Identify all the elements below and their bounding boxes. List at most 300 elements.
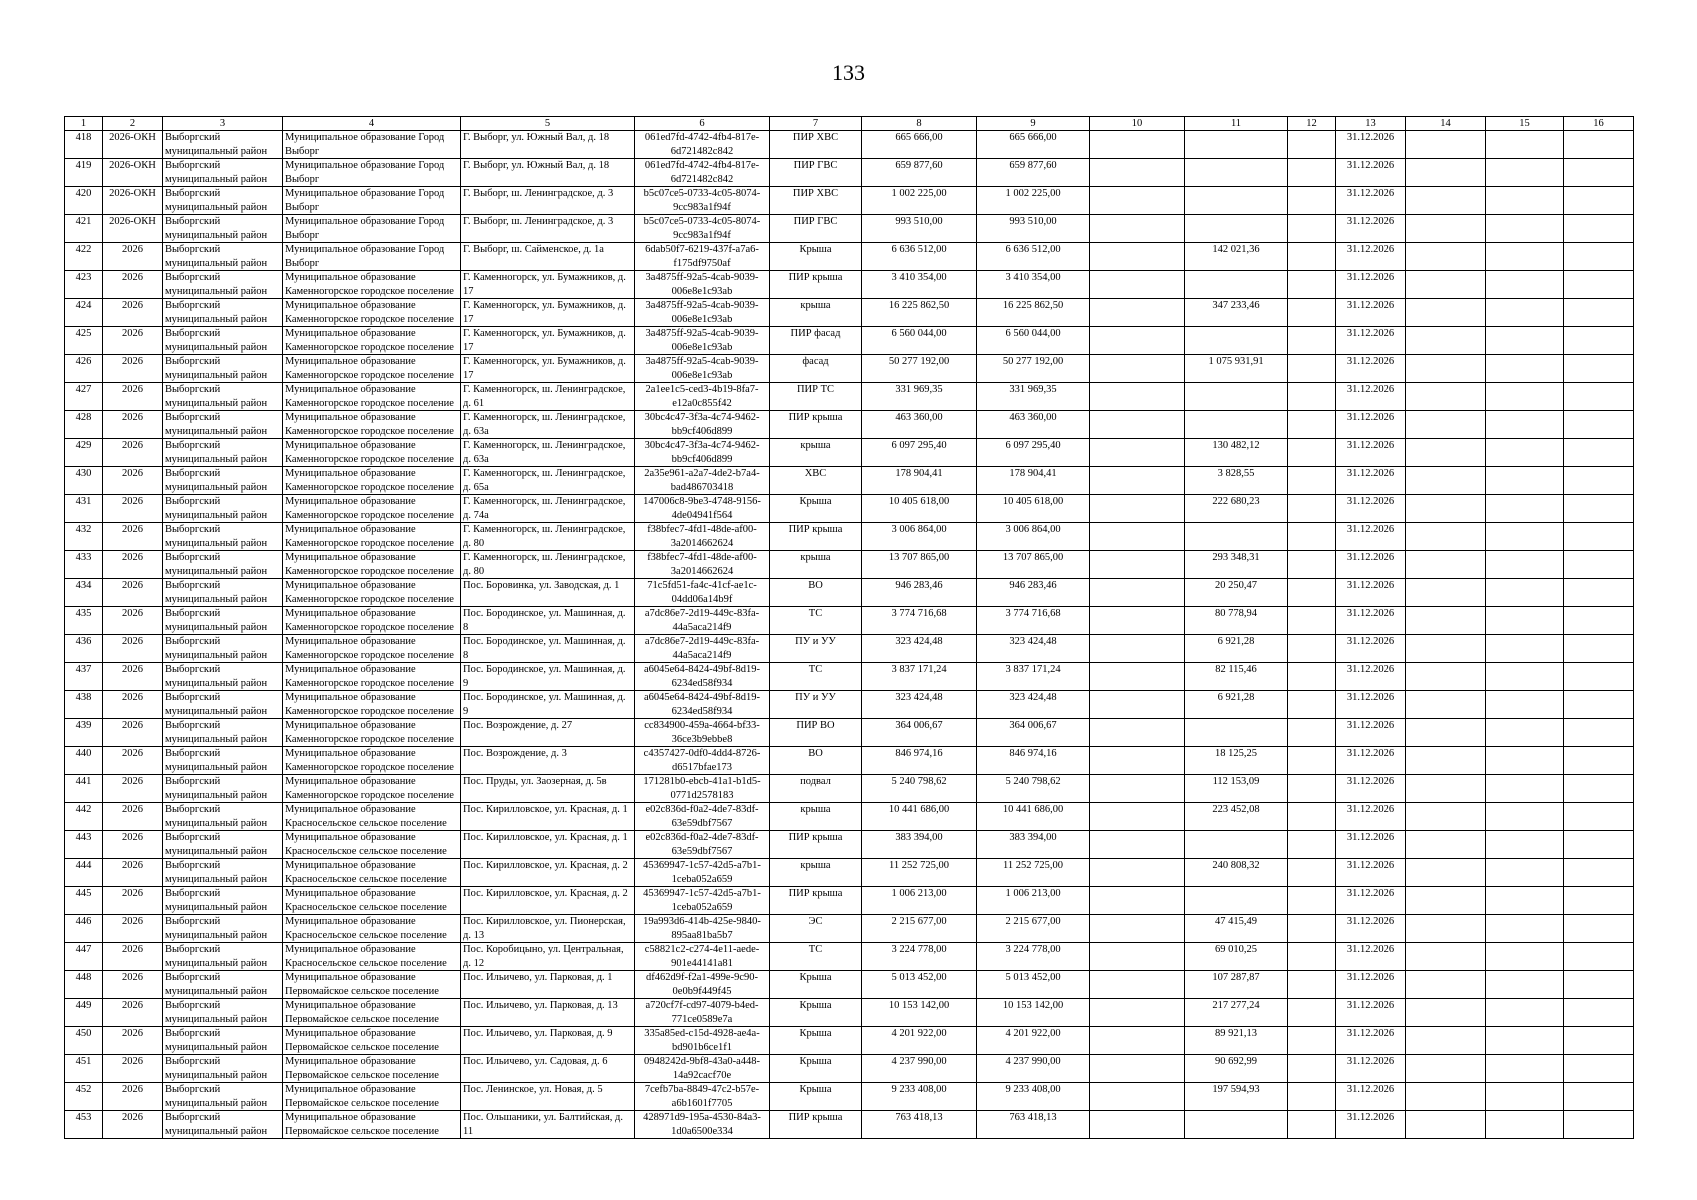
table-cell-col-13: 31.12.2026 — [1336, 215, 1406, 243]
table-cell-col-11: 222 680,23 — [1185, 495, 1288, 523]
table-cell-col-5: Пос. Ольшаники, ул. Балтийская, д. 11 — [461, 1111, 635, 1139]
table-cell-col-11: 130 482,12 — [1185, 439, 1288, 467]
table-cell-col-11: 197 594,93 — [1185, 1083, 1288, 1111]
table-cell-col-9: 1 002 225,00 — [977, 187, 1090, 215]
table-cell-col-9: 4 237 990,00 — [977, 1055, 1090, 1083]
table-cell-col-1: 444 — [65, 859, 103, 887]
table-cell-col-10 — [1090, 859, 1185, 887]
table-cell-col-11: 80 778,94 — [1185, 607, 1288, 635]
table-cell-col-12 — [1288, 523, 1336, 551]
table-cell-col-10 — [1090, 299, 1185, 327]
table-cell-col-4: Муниципальное образование Первомайское сельское поселение — [283, 999, 461, 1027]
table-cell-col-3: Выборгский муниципальный район — [163, 607, 283, 635]
table-cell-col-4: Муниципальное образование Каменногорское городское поселение — [283, 299, 461, 327]
column-header-13: 13 — [1336, 117, 1406, 131]
table-cell-col-14 — [1406, 439, 1486, 467]
table-cell-col-1: 431 — [65, 495, 103, 523]
table-cell-col-8: 10 153 142,00 — [862, 999, 977, 1027]
column-header-10: 10 — [1090, 117, 1185, 131]
table-row — [65, 747, 1634, 775]
table-cell-col-13: 31.12.2026 — [1336, 411, 1406, 439]
table-cell-col-15 — [1486, 1027, 1564, 1055]
table-cell-col-5: Пос. Бородинское, ул. Машинная, д. 9 — [461, 663, 635, 691]
table-cell-col-12 — [1288, 579, 1336, 607]
table-cell-col-4: Муниципальное образование Первомайское сельское поселение — [283, 971, 461, 999]
table-cell-col-14 — [1406, 467, 1486, 495]
table-cell-col-6: 061ed7fd-4742-4fb4-817e-6d721482c842 — [635, 131, 770, 159]
table-cell-col-6: cc834900-459a-4664-bf33-36ce3b9ebbe8 — [635, 719, 770, 747]
table-row — [65, 187, 1634, 215]
table-cell-col-3: Выборгский муниципальный район — [163, 803, 283, 831]
table-cell-col-16 — [1564, 1027, 1634, 1055]
table-cell-col-13: 31.12.2026 — [1336, 299, 1406, 327]
table-cell-col-7: ТС — [770, 943, 862, 971]
table-cell-col-10 — [1090, 943, 1185, 971]
table-row — [65, 327, 1634, 355]
table-cell-col-6: a720cf7f-cd97-4079-b4ed-771ce0589e7a — [635, 999, 770, 1027]
table-cell-col-9: 3 224 778,00 — [977, 943, 1090, 971]
table-cell-col-12 — [1288, 551, 1336, 579]
table-cell-col-1: 424 — [65, 299, 103, 327]
table-row — [65, 495, 1634, 523]
table-cell-col-3: Выборгский муниципальный район — [163, 887, 283, 915]
table-cell-col-14 — [1406, 383, 1486, 411]
table-cell-col-6: df462d9f-f2a1-499e-9c90-0e0b9f449f45 — [635, 971, 770, 999]
table-cell-col-6: 061ed7fd-4742-4fb4-817e-6d721482c842 — [635, 159, 770, 187]
table-cell-col-14 — [1406, 159, 1486, 187]
table-cell-col-10 — [1090, 1055, 1185, 1083]
table-cell-col-7: Крыша — [770, 1083, 862, 1111]
table-cell-col-8: 178 904,41 — [862, 467, 977, 495]
table-cell-col-5: Пос. Бородинское, ул. Машинная, д. 9 — [461, 691, 635, 719]
column-header-6: 6 — [635, 117, 770, 131]
table-cell-col-12 — [1288, 663, 1336, 691]
table-cell-col-2: 2026 — [103, 635, 163, 663]
table-cell-col-16 — [1564, 131, 1634, 159]
table-cell-col-8: 4 201 922,00 — [862, 1027, 977, 1055]
table-cell-col-9: 13 707 865,00 — [977, 551, 1090, 579]
table-cell-col-14 — [1406, 1083, 1486, 1111]
table-cell-col-1: 443 — [65, 831, 103, 859]
column-header-5: 5 — [461, 117, 635, 131]
table-cell-col-1: 427 — [65, 383, 103, 411]
table-cell-col-2: 2026 — [103, 719, 163, 747]
table-cell-col-1: 453 — [65, 1111, 103, 1139]
table-cell-col-8: 6 560 044,00 — [862, 327, 977, 355]
table-cell-col-10 — [1090, 719, 1185, 747]
table-cell-col-8: 763 418,13 — [862, 1111, 977, 1139]
table-cell-col-7: ТС — [770, 663, 862, 691]
table-cell-col-1: 440 — [65, 747, 103, 775]
table-cell-col-4: Муниципальное образование Красносельское сельское поселение — [283, 943, 461, 971]
table-cell-col-9: 6 560 044,00 — [977, 327, 1090, 355]
table-cell-col-5: Г. Каменногорск, ул. Бумажников, д. 17 — [461, 327, 635, 355]
table-cell-col-8: 9 233 408,00 — [862, 1083, 977, 1111]
table-cell-col-6: 45369947-1c57-42d5-a7b1-1ceba052a659 — [635, 887, 770, 915]
table-cell-col-12 — [1288, 159, 1336, 187]
table-cell-col-7: ПУ и УУ — [770, 635, 862, 663]
table-cell-col-10 — [1090, 691, 1185, 719]
table-cell-col-2: 2026 — [103, 411, 163, 439]
table-cell-col-14 — [1406, 271, 1486, 299]
table-cell-col-10 — [1090, 411, 1185, 439]
table-cell-col-9: 6 636 512,00 — [977, 243, 1090, 271]
table-cell-col-1: 422 — [65, 243, 103, 271]
table-cell-col-11 — [1185, 327, 1288, 355]
table-cell-col-6: 0948242d-9bf8-43a0-a448-14a92cacf70e — [635, 1055, 770, 1083]
table-cell-col-12 — [1288, 747, 1336, 775]
table-cell-col-2: 2026 — [103, 747, 163, 775]
table-cell-col-2: 2026-ОКН — [103, 215, 163, 243]
table-cell-col-8: 5 013 452,00 — [862, 971, 977, 999]
table-row — [65, 411, 1634, 439]
table-cell-col-16 — [1564, 551, 1634, 579]
table-cell-col-14 — [1406, 747, 1486, 775]
table-cell-col-11 — [1185, 411, 1288, 439]
table-cell-col-15 — [1486, 831, 1564, 859]
table-cell-col-12 — [1288, 383, 1336, 411]
table-cell-col-5: Пос. Возрождение, д. 3 — [461, 747, 635, 775]
table-cell-col-2: 2026 — [103, 971, 163, 999]
table-cell-col-7: крыша — [770, 551, 862, 579]
table-cell-col-12 — [1288, 411, 1336, 439]
table-cell-col-2: 2026 — [103, 439, 163, 467]
table-cell-col-10 — [1090, 887, 1185, 915]
table-cell-col-8: 1 002 225,00 — [862, 187, 977, 215]
table-cell-col-1: 429 — [65, 439, 103, 467]
table-cell-col-5: Г. Выборг, ул. Южный Вал, д. 18 — [461, 159, 635, 187]
table-cell-col-11: 18 125,25 — [1185, 747, 1288, 775]
table-cell-col-5: Пос. Возрождение, д. 27 — [461, 719, 635, 747]
table-cell-col-8: 946 283,46 — [862, 579, 977, 607]
table-cell-col-7: ПИР крыша — [770, 887, 862, 915]
table-cell-col-4: Муниципальное образование Город Выборг — [283, 159, 461, 187]
table-cell-col-4: Муниципальное образование Красносельское сельское поселение — [283, 803, 461, 831]
table-cell-col-4: Муниципальное образование Каменногорское городское поселение — [283, 383, 461, 411]
table-cell-col-6: c58821c2-c274-4e11-aede-901e44141a81 — [635, 943, 770, 971]
table-cell-col-2: 2026 — [103, 271, 163, 299]
table-cell-col-14 — [1406, 971, 1486, 999]
table-cell-col-7: крыша — [770, 439, 862, 467]
table-cell-col-3: Выборгский муниципальный район — [163, 299, 283, 327]
table-cell-col-10 — [1090, 383, 1185, 411]
table-row — [65, 831, 1634, 859]
table-cell-col-1: 450 — [65, 1027, 103, 1055]
table-cell-col-2: 2026 — [103, 299, 163, 327]
table-cell-col-11 — [1185, 887, 1288, 915]
table-cell-col-14 — [1406, 495, 1486, 523]
table-cell-col-14 — [1406, 523, 1486, 551]
table-cell-col-5: Пос. Кирилловское, ул. Красная, д. 2 — [461, 859, 635, 887]
table-cell-col-1: 421 — [65, 215, 103, 243]
table-cell-col-8: 6 097 295,40 — [862, 439, 977, 467]
table-cell-col-2: 2026 — [103, 831, 163, 859]
table-cell-col-10 — [1090, 1083, 1185, 1111]
table-cell-col-12 — [1288, 355, 1336, 383]
table-cell-col-6: b5c07ce5-0733-4c05-8074-9cc983a1f94f — [635, 187, 770, 215]
table-cell-col-4: Муниципальное образование Каменногорское городское поселение — [283, 551, 461, 579]
table-cell-col-13: 31.12.2026 — [1336, 943, 1406, 971]
table-cell-col-14 — [1406, 215, 1486, 243]
table-row — [65, 299, 1634, 327]
table-cell-col-4: Муниципальное образование Первомайское сельское поселение — [283, 1055, 461, 1083]
table-cell-col-7: ПИР фасад — [770, 327, 862, 355]
table-cell-col-6: e02c836d-f0a2-4de7-83df-63e59dbf7567 — [635, 803, 770, 831]
table-cell-col-1: 452 — [65, 1083, 103, 1111]
table-cell-col-4: Муниципальное образование Каменногорское городское поселение — [283, 775, 461, 803]
table-cell-col-4: Муниципальное образование Каменногорское городское поселение — [283, 411, 461, 439]
table-cell-col-6: 335a85ed-c15d-4928-ae4a-bd901b6ce1f1 — [635, 1027, 770, 1055]
table-row — [65, 243, 1634, 271]
table-cell-col-12 — [1288, 971, 1336, 999]
table-cell-col-8: 364 006,67 — [862, 719, 977, 747]
table-cell-col-13: 31.12.2026 — [1336, 467, 1406, 495]
table-cell-col-13: 31.12.2026 — [1336, 383, 1406, 411]
table-cell-col-4: Муниципальное образование Каменногорское городское поселение — [283, 355, 461, 383]
table-row — [65, 579, 1634, 607]
table-cell-col-5: Пос. Ильичево, ул. Парковая, д. 1 — [461, 971, 635, 999]
table-cell-col-9: 5 013 452,00 — [977, 971, 1090, 999]
table-cell-col-6: e02c836d-f0a2-4de7-83df-63e59dbf7567 — [635, 831, 770, 859]
table-cell-col-7: ХВС — [770, 467, 862, 495]
table-cell-col-13: 31.12.2026 — [1336, 1083, 1406, 1111]
table-cell-col-9: 3 410 354,00 — [977, 271, 1090, 299]
table-cell-col-5: Пос. Кирилловское, ул. Красная, д. 1 — [461, 803, 635, 831]
table-cell-col-9: 4 201 922,00 — [977, 1027, 1090, 1055]
table-cell-col-5: Пос. Кирилловское, ул. Пионерская, д. 13 — [461, 915, 635, 943]
table-cell-col-16 — [1564, 747, 1634, 775]
table-cell-col-16 — [1564, 411, 1634, 439]
column-header-8: 8 — [862, 117, 977, 131]
table-cell-col-13: 31.12.2026 — [1336, 691, 1406, 719]
table-cell-col-13: 31.12.2026 — [1336, 831, 1406, 859]
table-cell-col-12 — [1288, 859, 1336, 887]
table-row — [65, 635, 1634, 663]
table-row — [65, 439, 1634, 467]
table-cell-col-5: Г. Каменногорск, ш. Ленинградское, д. 80 — [461, 551, 635, 579]
table-cell-col-13: 31.12.2026 — [1336, 551, 1406, 579]
table-cell-col-3: Выборгский муниципальный район — [163, 131, 283, 159]
table-cell-col-13: 31.12.2026 — [1336, 1111, 1406, 1139]
table-cell-col-9: 3 837 171,24 — [977, 663, 1090, 691]
table-cell-col-12 — [1288, 243, 1336, 271]
table-cell-col-10 — [1090, 243, 1185, 271]
table-cell-col-14 — [1406, 663, 1486, 691]
table-cell-col-8: 993 510,00 — [862, 215, 977, 243]
table-cell-col-2: 2026 — [103, 1111, 163, 1139]
table-cell-col-4: Муниципальное образование Красносельское сельское поселение — [283, 915, 461, 943]
column-header-12: 12 — [1288, 117, 1336, 131]
table-cell-col-15 — [1486, 999, 1564, 1027]
table-row — [65, 943, 1634, 971]
table-cell-col-4: Муниципальное образование Первомайское сельское поселение — [283, 1083, 461, 1111]
table-cell-col-13: 31.12.2026 — [1336, 775, 1406, 803]
table-cell-col-15 — [1486, 859, 1564, 887]
table-cell-col-13: 31.12.2026 — [1336, 1055, 1406, 1083]
table-cell-col-12 — [1288, 943, 1336, 971]
table-cell-col-6: 19a993d6-414b-425e-9840-895aa81ba5b7 — [635, 915, 770, 943]
table-cell-col-11: 1 075 931,91 — [1185, 355, 1288, 383]
table-cell-col-5: Г. Каменногорск, ул. Бумажников, д. 17 — [461, 299, 635, 327]
table-row — [65, 607, 1634, 635]
table-cell-col-1: 420 — [65, 187, 103, 215]
table-cell-col-7: Крыша — [770, 495, 862, 523]
table-cell-col-10 — [1090, 159, 1185, 187]
table-cell-col-14 — [1406, 943, 1486, 971]
table-cell-col-3: Выборгский муниципальный район — [163, 663, 283, 691]
table-cell-col-4: Муниципальное образование Каменногорское городское поселение — [283, 747, 461, 775]
table-cell-col-16 — [1564, 187, 1634, 215]
table-cell-col-4: Муниципальное образование Город Выборг — [283, 243, 461, 271]
table-cell-col-15 — [1486, 691, 1564, 719]
table-row — [65, 719, 1634, 747]
table-cell-col-1: 434 — [65, 579, 103, 607]
column-header-11: 11 — [1185, 117, 1288, 131]
table-cell-col-3: Выборгский муниципальный район — [163, 411, 283, 439]
table-cell-col-15 — [1486, 215, 1564, 243]
table-row — [65, 523, 1634, 551]
table-cell-col-12 — [1288, 1055, 1336, 1083]
table-cell-col-16 — [1564, 215, 1634, 243]
table-cell-col-15 — [1486, 131, 1564, 159]
table-cell-col-16 — [1564, 607, 1634, 635]
table-cell-col-16 — [1564, 831, 1634, 859]
table-cell-col-8: 846 974,16 — [862, 747, 977, 775]
table-cell-col-1: 439 — [65, 719, 103, 747]
table-cell-col-13: 31.12.2026 — [1336, 495, 1406, 523]
table-row — [65, 467, 1634, 495]
table-cell-col-16 — [1564, 299, 1634, 327]
table-cell-col-1: 430 — [65, 467, 103, 495]
table-cell-col-9: 178 904,41 — [977, 467, 1090, 495]
table-cell-col-12 — [1288, 1027, 1336, 1055]
column-header-7: 7 — [770, 117, 862, 131]
table-cell-col-8: 3 837 171,24 — [862, 663, 977, 691]
table-cell-col-3: Выборгский муниципальный район — [163, 1055, 283, 1083]
table-cell-col-3: Выборгский муниципальный район — [163, 243, 283, 271]
table-cell-col-8: 463 360,00 — [862, 411, 977, 439]
table-cell-col-15 — [1486, 747, 1564, 775]
table-cell-col-16 — [1564, 327, 1634, 355]
table-cell-col-15 — [1486, 523, 1564, 551]
table-cell-col-16 — [1564, 635, 1634, 663]
table-cell-col-15 — [1486, 271, 1564, 299]
table-cell-col-10 — [1090, 663, 1185, 691]
table-cell-col-3: Выборгский муниципальный район — [163, 719, 283, 747]
table-cell-col-8: 50 277 192,00 — [862, 355, 977, 383]
table-cell-col-12 — [1288, 999, 1336, 1027]
table-row — [65, 663, 1634, 691]
column-header-1: 1 — [65, 117, 103, 131]
table-cell-col-5: Пос. Коробицыно, ул. Центральная, д. 12 — [461, 943, 635, 971]
table-cell-col-12 — [1288, 1083, 1336, 1111]
table-cell-col-15 — [1486, 299, 1564, 327]
table-cell-col-14 — [1406, 803, 1486, 831]
table-cell-col-9: 463 360,00 — [977, 411, 1090, 439]
table-cell-col-11 — [1185, 1111, 1288, 1139]
table-cell-col-8: 1 006 213,00 — [862, 887, 977, 915]
table-cell-col-8: 13 707 865,00 — [862, 551, 977, 579]
table-cell-col-5: Г. Каменногорск, ш. Ленинградское, д. 63а — [461, 411, 635, 439]
table-cell-col-12 — [1288, 327, 1336, 355]
table-cell-col-15 — [1486, 1111, 1564, 1139]
table-cell-col-9: 5 240 798,62 — [977, 775, 1090, 803]
table-cell-col-3: Выборгский муниципальный район — [163, 355, 283, 383]
table-cell-col-15 — [1486, 467, 1564, 495]
table-cell-col-14 — [1406, 131, 1486, 159]
table-cell-col-2: 2026 — [103, 467, 163, 495]
table-cell-col-16 — [1564, 803, 1634, 831]
page-number: 133 — [832, 60, 865, 85]
table-cell-col-15 — [1486, 1083, 1564, 1111]
table-cell-col-10 — [1090, 999, 1185, 1027]
table-cell-col-13: 31.12.2026 — [1336, 859, 1406, 887]
table-cell-col-2: 2026 — [103, 999, 163, 1027]
table-cell-col-8: 16 225 862,50 — [862, 299, 977, 327]
table-cell-col-5: Пос. Ильичево, ул. Парковая, д. 13 — [461, 999, 635, 1027]
table-cell-col-5: Г. Выборг, ш. Ленинградское, д. 3 — [461, 215, 635, 243]
table-cell-col-2: 2026 — [103, 1083, 163, 1111]
table-cell-col-4: Муниципальное образование Каменногорское городское поселение — [283, 719, 461, 747]
table-cell-col-10 — [1090, 607, 1185, 635]
table-cell-col-10 — [1090, 439, 1185, 467]
table-cell-col-15 — [1486, 663, 1564, 691]
table-cell-col-15 — [1486, 187, 1564, 215]
table-cell-col-9: 3 006 864,00 — [977, 523, 1090, 551]
table-cell-col-13: 31.12.2026 — [1336, 803, 1406, 831]
table-row — [65, 999, 1634, 1027]
table-cell-col-8: 6 636 512,00 — [862, 243, 977, 271]
table-cell-col-16 — [1564, 243, 1634, 271]
table-cell-col-14 — [1406, 999, 1486, 1027]
table-cell-col-16 — [1564, 1083, 1634, 1111]
table-cell-col-10 — [1090, 355, 1185, 383]
table-cell-col-7: ЭС — [770, 915, 862, 943]
table-cell-col-8: 323 424,48 — [862, 635, 977, 663]
table-cell-col-2: 2026-ОКН — [103, 159, 163, 187]
table-cell-col-14 — [1406, 635, 1486, 663]
table-cell-col-11: 217 277,24 — [1185, 999, 1288, 1027]
table-cell-col-9: 364 006,67 — [977, 719, 1090, 747]
table-cell-col-2: 2026 — [103, 1027, 163, 1055]
table-cell-col-1: 435 — [65, 607, 103, 635]
table-cell-col-4: Муниципальное образование Красносельское сельское поселение — [283, 887, 461, 915]
table-cell-col-1: 437 — [65, 663, 103, 691]
table-cell-col-9: 331 969,35 — [977, 383, 1090, 411]
table-cell-col-11: 112 153,09 — [1185, 775, 1288, 803]
table-cell-col-2: 2026 — [103, 383, 163, 411]
table-cell-col-3: Выборгский муниципальный район — [163, 579, 283, 607]
table-cell-col-10 — [1090, 215, 1185, 243]
table-row — [65, 131, 1634, 159]
table-cell-col-12 — [1288, 131, 1336, 159]
table-cell-col-13: 31.12.2026 — [1336, 523, 1406, 551]
table-cell-col-16 — [1564, 159, 1634, 187]
table-cell-col-13: 31.12.2026 — [1336, 131, 1406, 159]
table-cell-col-2: 2026 — [103, 663, 163, 691]
table-cell-col-8: 383 394,00 — [862, 831, 977, 859]
table-cell-col-1: 433 — [65, 551, 103, 579]
table-cell-col-3: Выборгский муниципальный район — [163, 215, 283, 243]
table-cell-col-14 — [1406, 859, 1486, 887]
table-cell-col-1: 432 — [65, 523, 103, 551]
table-cell-col-6: a7dc86e7-2d19-449c-83fa-44a5aca214f9 — [635, 607, 770, 635]
table-cell-col-12 — [1288, 831, 1336, 859]
table-cell-col-5: Пос. Ленинское, ул. Новая, д. 5 — [461, 1083, 635, 1111]
table-cell-col-6: 71c5fd51-fa4c-41cf-ae1c-04dd06a14b9f — [635, 579, 770, 607]
table-cell-col-14 — [1406, 1027, 1486, 1055]
table-cell-col-3: Выборгский муниципальный район — [163, 747, 283, 775]
